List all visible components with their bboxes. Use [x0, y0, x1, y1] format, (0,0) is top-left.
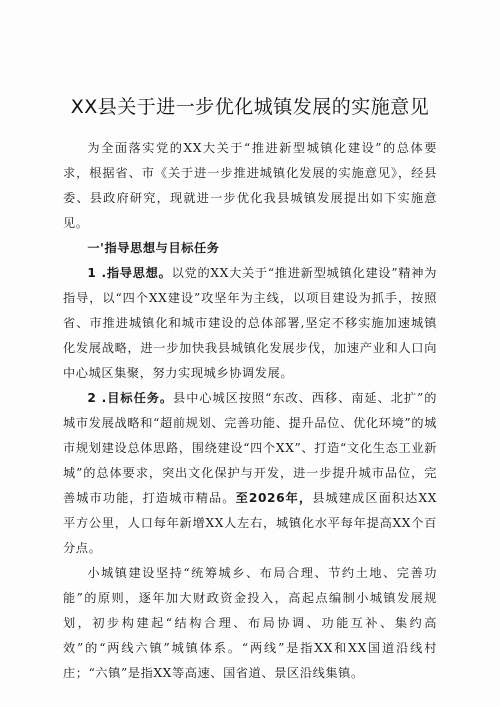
paragraph-emphasis: 至2026年，: [235, 491, 313, 505]
paragraph-text: 县城建成区面积达XX平方公里，人口每年新增XX人左右，城镇化水平每年提高XX个百分点。: [63, 491, 437, 555]
paragraph-guiding-thought: [63, 261, 437, 386]
intro-paragraph: 为全面落实党的XX大关于“推进新型城镇化建设”的总体要求，根据省、市《关于进一步推进城镇化发展的实施意见》，经县委、县政府研究，现就进一步优化我县城镇发展提出如下实施意见。: [63, 141, 437, 230]
document-title: XX县关于进一步优化城镇发展的实施意见: [70, 96, 430, 118]
paragraph-text: 以党的XX大关于“推进新型城镇化建设”精神为指导，以“四个XX建设”攻坚年为主线，以项目建设为抓手，按照省、市推进城镇化和城市建设的总体部署,坚定不移实施加速城镇化发展战略，进一步加快我县城镇化发展步伐，加速产业和人口向中心城区集聚，努力实现城乡协调发展。: [63, 266, 438, 380]
paragraph-target-tasks: [63, 386, 437, 561]
paragraph-label: 2 .目标任务。: [87, 391, 174, 405]
paragraph-small-towns: 小城镇建设坚持“统筹城乡、布局合理、节约土地、完善功能”的原则，逐年加大财政资金投入，高起点编制小城镇发展规划，初步构建起“结构合理、布局协调、功能互补、集约高效”的“两线六镇”城镇体系。“两线”是指XX和XX国道沿线村庄；“六镇”是指XX等高速、国省道、景区沿线集镇。: [63, 566, 437, 680]
document-body: [63, 136, 437, 686]
paragraph-label: 1 .指导思想。: [87, 266, 172, 280]
paragraph-text: 县中心城区按照“东改、西移、南延、北扩”的城市发展战略和“超前规划、完善功能、提升品位、优化环境”的城市规划建设总体思路，围绕建设“四个XX”、打造“文化生态工业新城”的总体要求，突出文化保护与开发，进一步提升城市品位，完善城市功能，打造城市精品。: [63, 391, 437, 505]
section-heading: 一'指导思想与目标任务: [87, 241, 220, 255]
